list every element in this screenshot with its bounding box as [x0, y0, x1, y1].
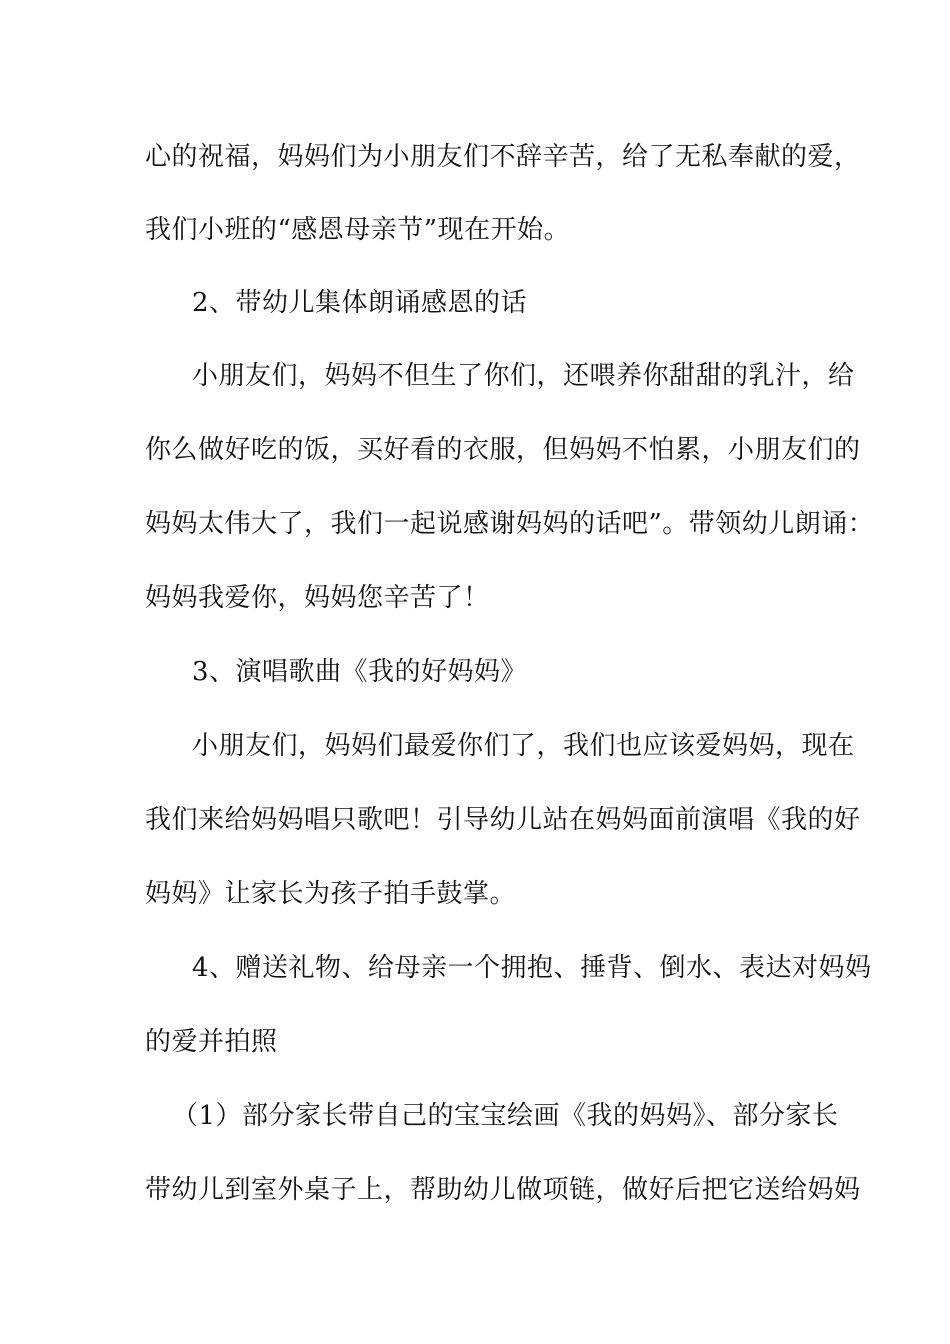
text-line: 妈妈》让家长为孩子拍手鼓掌。 [145, 879, 517, 909]
text-line: 你么做好吃的饭，买好看的衣服，但妈妈不怕累，小朋友们的 [145, 435, 861, 465]
section-heading: 4、赠送礼物、给母亲一个拥抱、捶背、倒水、表达对妈妈 [192, 953, 872, 983]
text-line: 我们来给妈妈唱只歌吧！引导幼儿站在妈妈面前演唱《我的好 [145, 805, 861, 835]
text-line: （1）部分家长带自己的宝宝绘画《我的妈妈》、部分家长 [172, 1101, 839, 1131]
text-line: 我们小班的“感恩母亲节”现在开始。 [145, 215, 571, 245]
text-line: 小朋友们，妈妈们最爱你们了，我们也应该爱妈妈，现在 [192, 731, 855, 761]
text-line: 的爱并拍照 [145, 1027, 278, 1057]
text-line: 妈妈太伟大了，我们一起说感谢妈妈的话吧”。带领幼儿朗诵： [145, 509, 875, 539]
section-heading: 3、演唱歌曲《我的好妈妈》 [192, 657, 528, 687]
text-line: 带幼儿到室外桌子上，帮助幼儿做项链，做好后把它送给妈妈 [145, 1175, 861, 1205]
section-heading: 2、带幼儿集体朗诵感恩的话 [192, 288, 528, 318]
text-line: 妈妈我爱你，妈妈您辛苦了！ [145, 583, 490, 613]
text-line: 小朋友们，妈妈不但生了你们，还喂养你甜甜的乳汁，给 [192, 361, 855, 391]
text-line: 心的祝福，妈妈们为小朋友们不辞辛苦，给了无私奉献的爱， [145, 142, 861, 172]
